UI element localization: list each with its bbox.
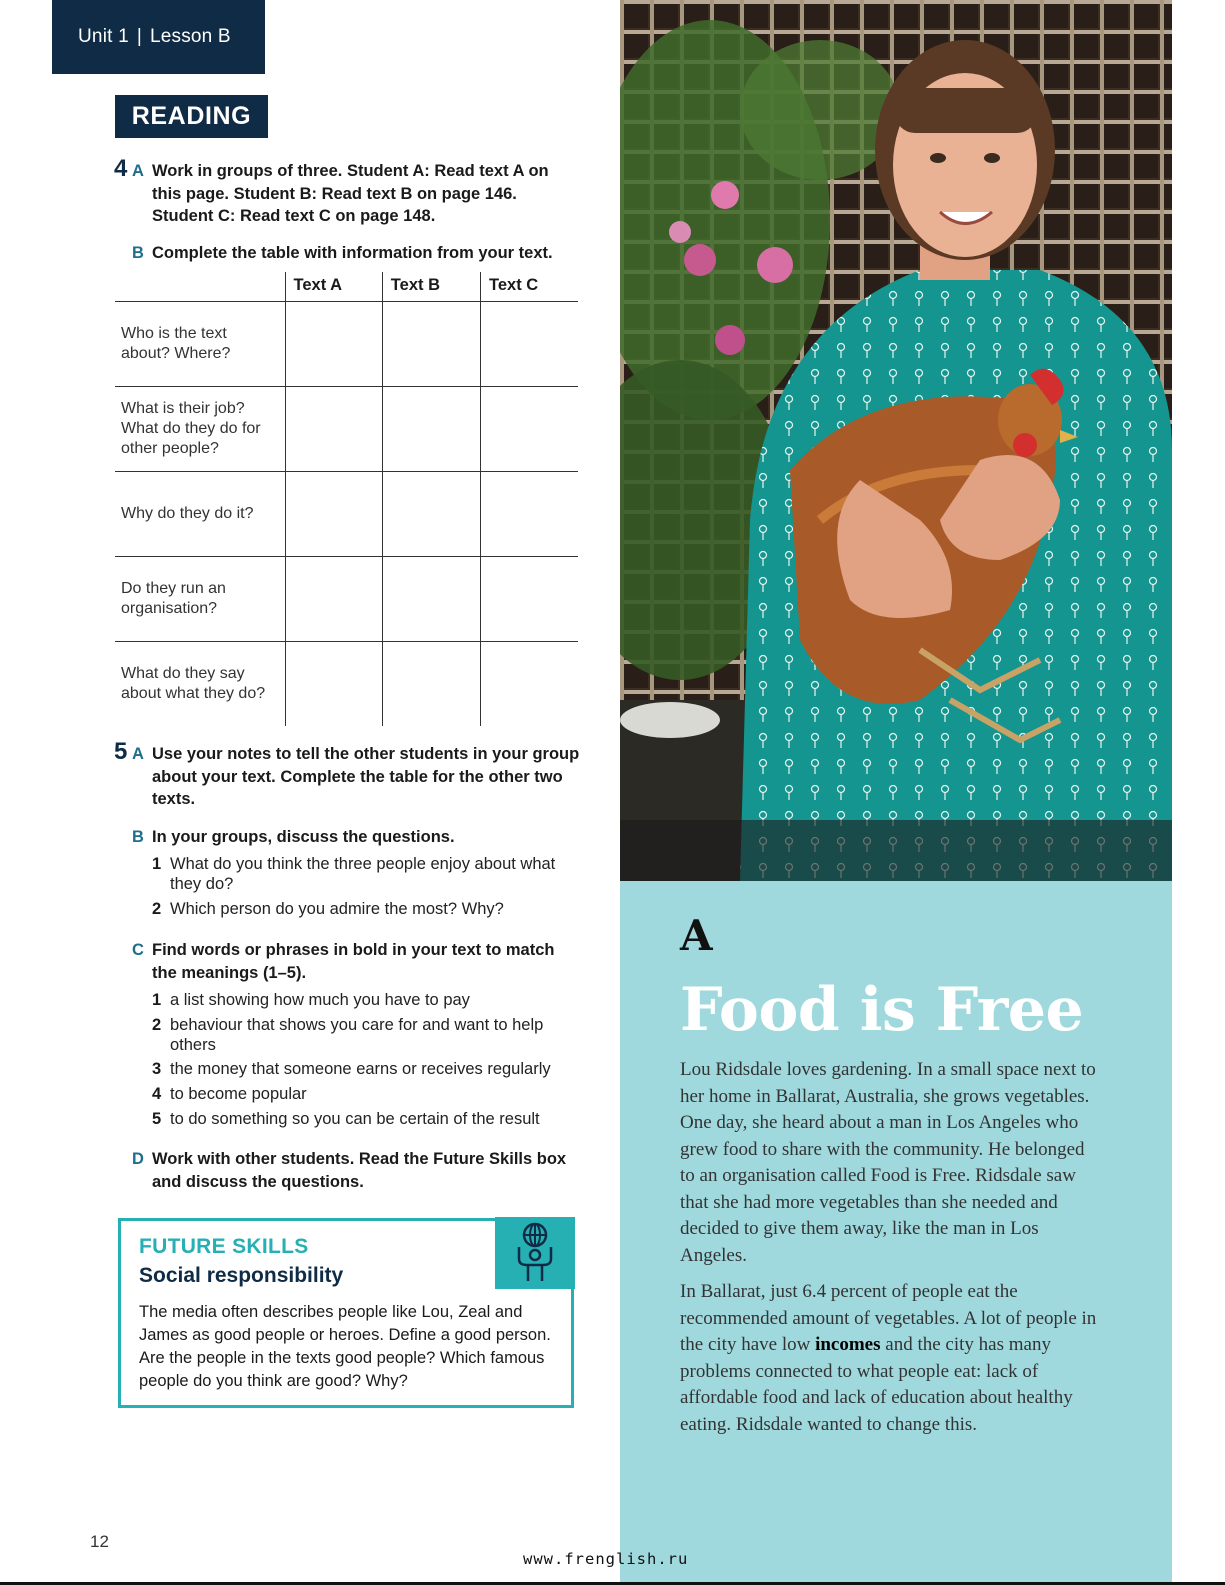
- answer-cell-text-b[interactable]: [382, 556, 480, 641]
- row-question: Why do they do it?: [115, 471, 285, 556]
- task-5b-letter: B: [132, 828, 144, 846]
- task-5a-instruction: Use your notes to tell the other students in your group about your text. Complete the table for the other two texts.: [152, 745, 580, 808]
- lesson-label: Lesson B: [149, 26, 231, 47]
- answer-cell-text-c[interactable]: [481, 556, 579, 641]
- item-number: 3: [152, 1060, 162, 1078]
- item-number: 2: [152, 900, 162, 918]
- unit-lesson-tab: [52, 0, 265, 74]
- task-4a-letter: A: [132, 162, 144, 180]
- table-header-row: [115, 272, 578, 301]
- article-p2-end: and the city has many problems connected to what people eat: lack of affordable food and lack of education about healthy eating. Ridsdale wanted to change this.: [680, 1334, 1073, 1435]
- task-5a-letter: A: [132, 745, 144, 763]
- task-5d-instruction: Work with other students. Read the Future Skills box and discuss the questions.: [152, 1150, 567, 1191]
- table-row: [115, 556, 578, 641]
- item-text: to become popular: [170, 1085, 307, 1103]
- table-row: [115, 386, 578, 471]
- list-item: [152, 990, 580, 1010]
- item-number: 5: [152, 1110, 162, 1128]
- row-question: Who is the text about? Where?: [115, 301, 285, 386]
- list-item: [152, 1084, 580, 1104]
- table-row: [115, 471, 578, 556]
- article-photo: [620, 0, 1172, 881]
- row-question: What is their job? What do they do for other people?: [115, 386, 285, 471]
- task-5c-letter: C: [132, 941, 144, 959]
- task-5d-letter: D: [132, 1150, 144, 1168]
- unit-separator: |: [136, 26, 142, 47]
- reading-table: [115, 272, 578, 726]
- row-question: What do they say about what they do?: [121, 664, 266, 702]
- task-4b-instruction: Complete the table with information from your text.: [152, 244, 553, 262]
- task-5c-instruction: Find words or phrases in bold in your text to match the meanings (1–5).: [152, 941, 555, 982]
- list-item: [152, 854, 572, 894]
- answer-cell-text-a[interactable]: [285, 301, 382, 386]
- item-number: 2: [152, 1016, 162, 1034]
- item-text: to do something so you can be certain of the result: [170, 1110, 540, 1128]
- table-corner: [115, 272, 285, 301]
- answer-cell-text-a[interactable]: [285, 556, 382, 641]
- answer-cell-text-c[interactable]: [481, 386, 579, 471]
- item-text: What do you think the three people enjoy about what they do?: [170, 855, 556, 893]
- answer-cell-text-c[interactable]: [481, 471, 579, 556]
- answer-cell-text-b[interactable]: [382, 301, 480, 386]
- section-title: READING: [115, 95, 268, 138]
- article-p2-start: In Ballarat, just 6.4 percent of people eat the recommended amount of vegetables. A lot of people in the city have low: [680, 1281, 1097, 1355]
- unit-label: Unit 1: [78, 26, 129, 47]
- list-item: [152, 1059, 580, 1079]
- article-body: [680, 1057, 1100, 1448]
- task-5-number: 5: [114, 738, 128, 765]
- answer-cell-text-c[interactable]: [481, 301, 579, 386]
- answer-cell-text-a[interactable]: [285, 641, 382, 726]
- answer-cell-text-a[interactable]: [285, 471, 382, 556]
- article-letter: A: [680, 911, 713, 960]
- item-text: a list showing how much you have to pay: [170, 991, 470, 1009]
- table-row: [115, 641, 578, 726]
- item-text: Which person do you admire the most? Why?: [170, 900, 504, 918]
- answer-cell-text-a[interactable]: [285, 386, 382, 471]
- globe-person-icon: [495, 1217, 575, 1289]
- article-paragraph-1: Lou Ridsdale loves gardening. In a small space next to her home in Ballarat, Australia, she grows vegetables. One day, she heard about a man in Los Angeles who grew food to share with the community. He belonged to an organisation called Food is Free. Ridsdale saw that she had more vegetables than she needed and decided to give them away, like the man in Los Angeles.: [680, 1059, 1096, 1266]
- answer-cell-text-b[interactable]: [382, 641, 480, 726]
- column-header-text-a: Text A: [285, 272, 382, 301]
- task-4-number: 4: [114, 155, 128, 182]
- future-skills-title: FUTURE SKILLS: [139, 1235, 309, 1258]
- item-number: 1: [152, 855, 162, 873]
- future-skills-text: The media often describes people like Lou, Zeal and James as good people or heroes. Define a good person. Are the people in the texts good people? Which famous people do you think are good? Why?: [139, 1303, 551, 1390]
- answer-cell-text-b[interactable]: [382, 471, 480, 556]
- task-4b-letter: B: [132, 244, 144, 262]
- task-5b-instruction: In your groups, discuss the questions.: [152, 828, 455, 846]
- page-number: 12: [90, 1532, 109, 1551]
- watermark: www.frenglish.ru: [523, 1550, 689, 1568]
- column-header-text-b: Text B: [382, 272, 480, 301]
- item-number: 1: [152, 991, 162, 1009]
- column-header-text-c: Text C: [481, 272, 579, 301]
- article-panel: [620, 881, 1172, 1585]
- article-paragraph-2: [680, 1279, 1100, 1438]
- item-number: 4: [152, 1085, 162, 1103]
- item-text: the money that someone earns or receives regularly: [170, 1060, 551, 1078]
- article-title: Food is Free: [680, 975, 1084, 1045]
- answer-cell-text-c[interactable]: [481, 641, 579, 726]
- answer-cell-text-b[interactable]: [382, 386, 480, 471]
- future-skills-box: [118, 1218, 574, 1408]
- future-skills-subtitle: Social responsibility: [139, 1264, 344, 1287]
- task-4a-instruction: Work in groups of three. Student A: Read text A on this page. Student B: Read text B on page 146. Student C: Read text C on page 148.: [152, 162, 549, 225]
- list-item: [152, 899, 572, 919]
- item-text: behaviour that shows you care for and want to help others: [170, 1016, 544, 1054]
- list-item: [152, 1015, 580, 1055]
- row-question: Do they run an organisation?: [115, 556, 285, 641]
- table-row: [115, 301, 578, 386]
- list-item: [152, 1109, 580, 1129]
- bold-keyword-incomes: incomes: [815, 1334, 881, 1355]
